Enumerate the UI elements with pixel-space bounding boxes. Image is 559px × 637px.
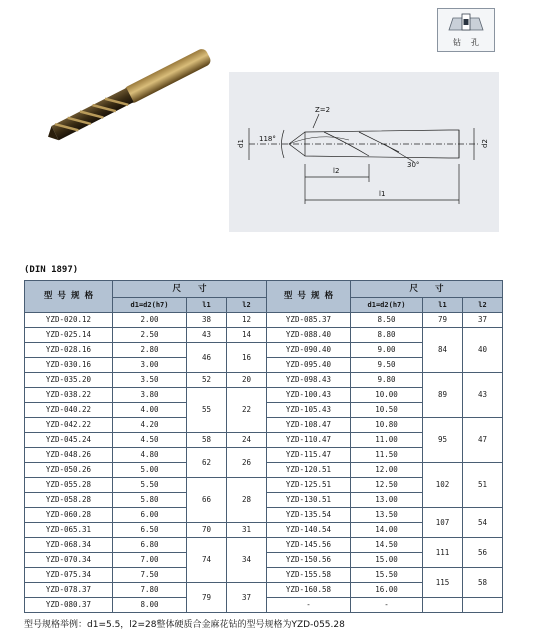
drawing-angle-point: 118° <box>259 135 276 143</box>
diameter-cell: 2.50 <box>113 328 187 343</box>
header-size-left: 尺 寸 <box>113 281 267 298</box>
l1-cell: 70 <box>187 523 227 538</box>
model-cell: YZD-065.31 <box>25 523 113 538</box>
model-cell: YZD-078.37 <box>25 583 113 598</box>
diameter-cell: 14.00 <box>351 523 423 538</box>
diameter-cell: 14.50 <box>351 538 423 553</box>
drawing-l2: l2 <box>333 167 340 175</box>
model-cell: YZD-030.16 <box>25 358 113 373</box>
l2-cell: 16 <box>227 343 267 373</box>
diameter-cell: 6.00 <box>113 508 187 523</box>
drawing-d1: d1 <box>237 139 245 148</box>
model-cell: YZD-070.34 <box>25 553 113 568</box>
diameter-cell: 4.50 <box>113 433 187 448</box>
diameter-cell: 9.80 <box>351 373 423 388</box>
diameter-cell: 9.00 <box>351 343 423 358</box>
model-cell: YZD-160.58 <box>267 583 351 598</box>
diameter-cell: 2.80 <box>113 343 187 358</box>
l2-cell: 24 <box>227 433 267 448</box>
header-l2-right: l2 <box>463 298 503 313</box>
drawing-l1: l1 <box>379 190 386 198</box>
model-cell: YZD-105.43 <box>267 403 351 418</box>
l2-cell <box>463 598 503 613</box>
model-cell: - <box>267 598 351 613</box>
l2-cell: 54 <box>463 508 503 538</box>
model-cell: YZD-038.22 <box>25 388 113 403</box>
header-d-left: d1=d2(h7) <box>113 298 187 313</box>
l1-cell: 55 <box>187 388 227 433</box>
diameter-cell: 12.00 <box>351 463 423 478</box>
l2-cell: 26 <box>227 448 267 478</box>
diameter-cell: 3.00 <box>113 358 187 373</box>
l1-cell: 84 <box>423 328 463 373</box>
model-cell: YZD-120.51 <box>267 463 351 478</box>
diameter-cell: 4.20 <box>113 418 187 433</box>
drawing-d2: d2 <box>481 139 489 148</box>
l2-cell: 43 <box>463 373 503 418</box>
model-cell: YZD-040.22 <box>25 403 113 418</box>
model-cell: YZD-068.34 <box>25 538 113 553</box>
model-cell: YZD-028.16 <box>25 343 113 358</box>
l1-cell <box>423 598 463 613</box>
model-cell: YZD-095.40 <box>267 358 351 373</box>
diameter-cell: 10.80 <box>351 418 423 433</box>
l2-cell: 37 <box>227 583 267 613</box>
header-model-left: 型 号 规 格 <box>25 281 113 313</box>
diameter-cell: 8.80 <box>351 328 423 343</box>
l1-cell: 62 <box>187 448 227 478</box>
model-cell: YZD-098.43 <box>267 373 351 388</box>
l1-cell: 79 <box>423 313 463 328</box>
model-cell: YZD-060.28 <box>25 508 113 523</box>
model-cell: YZD-075.34 <box>25 568 113 583</box>
din-label: (DIN 1897) <box>24 265 79 275</box>
l1-cell: 107 <box>423 508 463 538</box>
model-cell: YZD-058.28 <box>25 493 113 508</box>
header-size-right: 尺 寸 <box>351 281 503 298</box>
model-cell: YZD-042.22 <box>25 418 113 433</box>
diameter-cell: 4.00 <box>113 403 187 418</box>
model-cell: YZD-080.37 <box>25 598 113 613</box>
model-cell: YZD-055.28 <box>25 478 113 493</box>
table-row <box>25 538 503 553</box>
table-row <box>25 313 503 328</box>
model-cell: YZD-130.51 <box>267 493 351 508</box>
diameter-cell: 2.00 <box>113 313 187 328</box>
l1-cell: 95 <box>423 418 463 463</box>
diameter-cell: 3.80 <box>113 388 187 403</box>
technical-drawing <box>229 72 499 232</box>
diameter-cell: 4.80 <box>113 448 187 463</box>
l2-cell: 14 <box>227 328 267 343</box>
diameter-cell: 12.50 <box>351 478 423 493</box>
diameter-cell: - <box>351 598 423 613</box>
l1-cell: 89 <box>423 373 463 418</box>
table-row <box>25 328 503 343</box>
model-cell: YZD-020.12 <box>25 313 113 328</box>
l2-cell: 12 <box>227 313 267 328</box>
l2-cell: 34 <box>227 538 267 583</box>
l1-cell: 102 <box>423 463 463 508</box>
l1-cell: 52 <box>187 373 227 388</box>
model-cell: YZD-025.14 <box>25 328 113 343</box>
l1-cell: 43 <box>187 328 227 343</box>
diameter-cell: 16.00 <box>351 583 423 598</box>
diameter-cell: 9.50 <box>351 358 423 373</box>
l2-cell: 56 <box>463 538 503 568</box>
drawing-z-label: Z=2 <box>315 106 331 114</box>
diameter-cell: 5.50 <box>113 478 187 493</box>
header-l2-left: l2 <box>227 298 267 313</box>
l2-cell: 51 <box>463 463 503 508</box>
l1-cell: 58 <box>187 433 227 448</box>
l1-cell: 111 <box>423 538 463 568</box>
l2-cell: 20 <box>227 373 267 388</box>
header-l1-left: l1 <box>187 298 227 313</box>
diameter-cell: 15.00 <box>351 553 423 568</box>
diameter-cell: 8.00 <box>113 598 187 613</box>
diameter-cell: 5.00 <box>113 463 187 478</box>
l1-cell: 66 <box>187 478 227 523</box>
l2-cell: 58 <box>463 568 503 598</box>
l2-cell: 28 <box>227 478 267 523</box>
model-cell: YZD-110.47 <box>267 433 351 448</box>
model-cell: YZD-108.47 <box>267 418 351 433</box>
footnote: 型号规格举例：d1=5.5，l2=28整体硬质合金麻花钻的型号规格为YZD-055.28 <box>24 620 345 630</box>
spec-table <box>24 280 503 613</box>
diameter-cell: 15.50 <box>351 568 423 583</box>
model-cell: YZD-090.40 <box>267 343 351 358</box>
icon-caption: 钻孔 <box>453 38 489 47</box>
diameter-cell: 5.80 <box>113 493 187 508</box>
model-cell: YZD-048.26 <box>25 448 113 463</box>
diameter-cell: 3.50 <box>113 373 187 388</box>
model-cell: YZD-125.51 <box>267 478 351 493</box>
model-cell: YZD-145.56 <box>267 538 351 553</box>
model-cell: YZD-085.37 <box>267 313 351 328</box>
l2-cell: 40 <box>463 328 503 373</box>
model-cell: YZD-140.54 <box>267 523 351 538</box>
model-cell: YZD-115.47 <box>267 448 351 463</box>
l2-cell: 37 <box>463 313 503 328</box>
model-cell: YZD-100.43 <box>267 388 351 403</box>
model-cell: YZD-050.26 <box>25 463 113 478</box>
l1-cell: 74 <box>187 538 227 583</box>
model-cell: YZD-150.56 <box>267 553 351 568</box>
diameter-cell: 6.80 <box>113 538 187 553</box>
model-cell: YZD-088.40 <box>267 328 351 343</box>
diameter-cell: 7.00 <box>113 553 187 568</box>
diameter-cell: 11.50 <box>351 448 423 463</box>
model-cell: YZD-135.54 <box>267 508 351 523</box>
model-cell: YZD-035.20 <box>25 373 113 388</box>
header-l1-right: l1 <box>423 298 463 313</box>
diameter-cell: 11.00 <box>351 433 423 448</box>
drill-photo <box>38 40 223 150</box>
diameter-cell: 10.00 <box>351 388 423 403</box>
header-model-right: 型 号 规 格 <box>267 281 351 313</box>
diameter-cell: 6.50 <box>113 523 187 538</box>
drawing-angle-helix: 30° <box>407 161 420 169</box>
diameter-cell: 13.50 <box>351 508 423 523</box>
diameter-cell: 8.50 <box>351 313 423 328</box>
header-d-right: d1=d2(h7) <box>351 298 423 313</box>
diameter-cell: 10.50 <box>351 403 423 418</box>
l1-cell: 46 <box>187 343 227 373</box>
l2-cell: 22 <box>227 388 267 433</box>
diameter-cell: 7.50 <box>113 568 187 583</box>
l1-cell: 38 <box>187 313 227 328</box>
l1-cell: 115 <box>423 568 463 598</box>
l2-cell: 31 <box>227 523 267 538</box>
diameter-cell: 13.00 <box>351 493 423 508</box>
table-row <box>25 373 503 388</box>
diameter-cell: 7.80 <box>113 583 187 598</box>
model-cell: YZD-045.24 <box>25 433 113 448</box>
l2-cell: 47 <box>463 418 503 463</box>
model-cell: YZD-155.58 <box>267 568 351 583</box>
l1-cell: 79 <box>187 583 227 613</box>
